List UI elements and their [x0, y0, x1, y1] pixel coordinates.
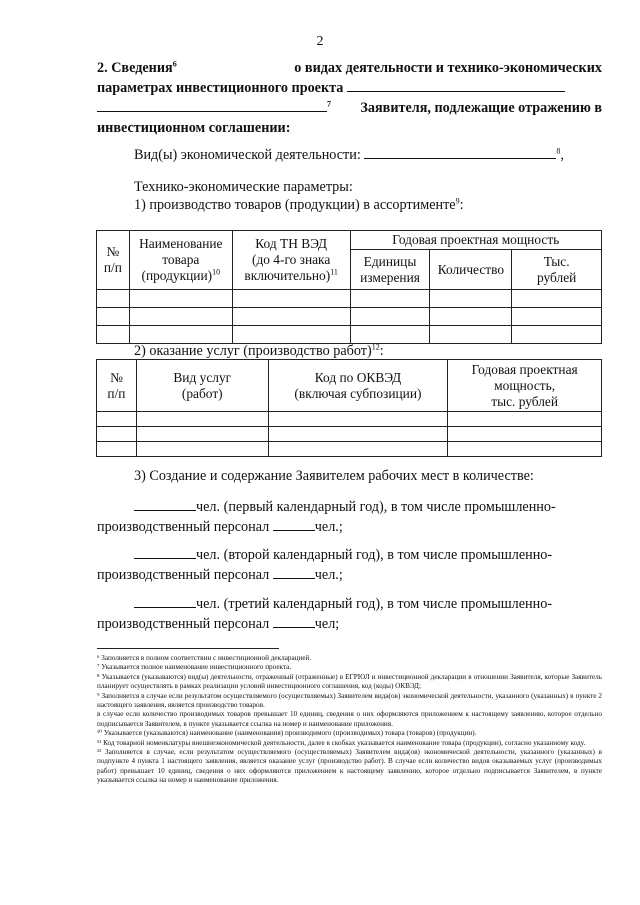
- section2-title: 2) оказание услуг (производство работ)$^{12}$:: [134, 342, 384, 359]
- col-name-header: Наименование товара (продукции)$^{10}$: [129, 231, 232, 290]
- project-name-blank[interactable]: [347, 78, 565, 92]
- section3-title: 3) Создание и содержание Заявителем рабочих мест в количестве:: [134, 468, 534, 484]
- params-title: Технико-экономические параметры:: [134, 179, 353, 195]
- jobs-year-1: чел. (первый календарный год), в том числе промышленно- производственный персонал чел.;: [97, 499, 556, 535]
- activity-blank[interactable]: [364, 145, 556, 159]
- footnote: ¹² Заполняется в случае, если результатом осуществляемого (осуществляемых) Заявителем вида(ов) экономической деятельности, указанного (указанных) в подпункте 4 пункта 1 настоящего заявления, является оказание услуг (производство работ). В случае если количество видов оказываемых услуг (производимых работ) превышает 10 единиц, сведения о них оформляются приложением к настоящему заявлению, которое отдельно подписывается Заявителем, в пункте указывается ссылка на номер и наименование приложения.: [97, 748, 602, 785]
- page-number: 2: [316, 34, 324, 49]
- section-heading: 2. Сведения$^6$ о видах деятельности и технико-экономических параметрах инвестиционного проекта $^7$ Заявителя, подлежащие отражению в инвестиционном соглашении:: [97, 59, 602, 136]
- activity-line: Вид(ы) экономической деятельности: $^8$,: [134, 146, 564, 163]
- table-row: [97, 427, 602, 442]
- staff-count-blank[interactable]: [273, 517, 315, 531]
- col-rub-header: Тыс. рублей: [512, 250, 602, 290]
- project-name-blank-2[interactable]: [97, 98, 327, 112]
- footnote: ¹¹ Код товарной номенклатуры внешнеэкономической деятельности, далее в скобках указывается наименование товара (продукции), согласно указанному коду.: [97, 738, 586, 747]
- staff-count-blank[interactable]: [273, 565, 315, 579]
- services-table: [96, 359, 602, 457]
- table-row: [97, 308, 602, 326]
- footnote-divider: [97, 648, 279, 649]
- footnote: в случае если количество производимых товаров превышает 10 единиц, сведения о них оформляются приложением к настоящему заявлению, которое отдельно подписывается Заявителем, в пункте указывается ссылка на номер и наименование приложения.: [97, 710, 602, 728]
- jobs-year-3: чел. (третий календарный год), в том числе промышленно- производственный персонал чел;: [97, 596, 553, 632]
- col-code-header: Код ТН ВЭД (до 4-го знака включительно)$^{11}$: [232, 231, 350, 290]
- footnote: ⁹ Заполняется в случае если результатом осуществляемого (осуществляемых) Заявителем вида(ов) экономической деятельности, указанного (указанных) в пункте 2 настоящего заявления, является производство товаров.: [97, 691, 602, 710]
- staff-count-blank[interactable]: [273, 614, 315, 628]
- section1-title: 1) производство товаров (продукции) в ассортименте$^9$:: [134, 196, 464, 213]
- jobs-count-blank[interactable]: [134, 545, 196, 559]
- col-num-header: № п/п: [97, 231, 130, 290]
- jobs-count-blank[interactable]: [134, 497, 196, 511]
- footnotes: [97, 654, 602, 786]
- footnote: ⁶ Заполняется в полном соответствии с инвестиционной декларацией.: [97, 654, 312, 662]
- table-row: [97, 442, 602, 457]
- col-capacity-header: Годовая проектная мощность, тыс. рублей: [448, 360, 602, 412]
- footnote: ¹⁰ Указывается (указываются) наименование (наименования) производимого (производимых) товара (товаров) (продукции).: [97, 729, 477, 738]
- jobs-year-2: чел. (второй календарный год), в том числе промышленно- производственный персонал чел.;: [97, 547, 553, 583]
- col-num-header: № п/п: [97, 360, 137, 412]
- col-okved-header: Код по ОКВЭД (включая субпозиции): [268, 360, 448, 412]
- col-kind-header: Вид услуг (работ): [136, 360, 268, 412]
- capacity-group-header: Годовая проектная мощность: [350, 231, 601, 250]
- goods-table: [96, 230, 602, 344]
- col-qty-header: Количество: [430, 250, 512, 290]
- table-row: [97, 412, 602, 427]
- footnote: ⁷ Указывается полное наименование инвестиционного проекта.: [97, 663, 292, 672]
- col-units-header: Единицы измерения: [350, 250, 430, 290]
- footnote: ⁸ Указывается (указываются) вид(ы) деятельности, отраженный (отраженные) в ЕГРЮЛ и инвестиционной декларации в отношении Заявителя, которые Заявитель планирует осуществлять в рамках реализации условий инвестиционного соглашения, код (коды) ОКВЭД;: [97, 672, 602, 691]
- table-row: [97, 290, 602, 308]
- jobs-count-blank[interactable]: [134, 594, 196, 608]
